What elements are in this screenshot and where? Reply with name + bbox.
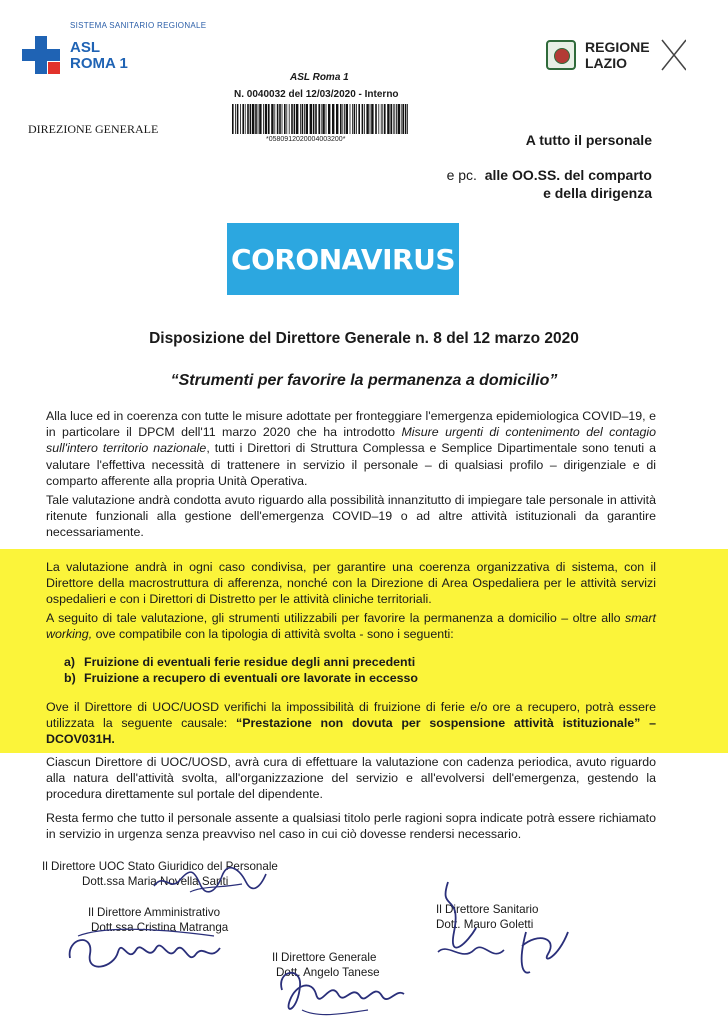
barcode-bar	[242, 104, 244, 134]
barcode-bar	[286, 104, 287, 134]
barcode-bar	[263, 104, 264, 134]
barcode-bar	[279, 104, 281, 134]
signature-giuridico: Il Direttore UOC Stato Giuridico del Personale Dott.ssa Maria Novella Santi	[42, 860, 278, 888]
cc-line1: alle OO.SS. del comparto	[484, 167, 652, 183]
barcode-bar	[382, 104, 383, 134]
regione-lazio-emblem	[546, 40, 576, 70]
paragraph-3: La valutazione andrà in ogni caso condivisa, per garantire una coerenza organizzativa di sistema, con il Direttore della macrostruttura di afferenza, nonché con la Direzione di Area Ospedaliera per le attività servizi ospedalieri e con i Direttori di Distretto per le attività cliniche territoriali.	[46, 560, 656, 607]
cc-line2: e della dirigenza	[543, 185, 652, 201]
regione-line1: REGIONE	[585, 39, 650, 55]
barcode-bar	[358, 104, 360, 134]
barcode-bar	[396, 104, 397, 134]
ssr-label: SISTEMA SANITARIO REGIONALE	[70, 21, 207, 30]
barcode-text: *0580912020004003200*	[266, 136, 346, 143]
barcode-bar	[268, 104, 270, 134]
paragraph-1: Alla luce ed in coerenza con tutte le misure adottate per fronteggiare l'emergenza epidemiologica COVID–19, e in particolare il DPCM dell'11 marzo 2020 che ha introdotto Misure urgenti di contenimento del contagio sull'intero territorio nazionale, tutti i Direttori di Struttura Complessa e Semplice Dipartimentale sono tenuti a valutare l'effettiva necessità di trattenere in servizio il personale – di qualsiasi profilo – dirigenziale e di comparto afferente alla propria Unità Operativa.	[46, 409, 657, 488]
barcode-bar	[342, 104, 343, 134]
list-item: b) Fruizione a recupero di eventuali ore lavorate in eccesso	[64, 671, 418, 685]
barcode-bar	[326, 104, 327, 134]
barcode-bar	[315, 104, 317, 134]
document-title: Disposizione del Direttore Generale n. 8 del 12 marzo 2020	[149, 330, 579, 347]
barcode-bar	[378, 104, 379, 134]
barcode-bar	[390, 104, 392, 134]
sender-office: DIREZIONE GENERALE	[28, 122, 159, 136]
paragraph-4: A seguito di tale valutazione, gli strumenti utilizzabili per favorire la permanenza a domicilio – oltre allo smart working, ove compatibile con la tipologia di attività svolta - sono i seguenti:	[46, 611, 656, 642]
regione-line2: LAZIO	[585, 55, 627, 71]
barcode-bar	[384, 104, 386, 134]
barcode-bar	[255, 104, 257, 134]
barcode-bar	[250, 104, 252, 134]
barcode-bar	[310, 104, 312, 134]
signature-generale: Il Direttore Generale Dott. Angelo Tanese	[272, 951, 380, 979]
barcode-bar	[371, 104, 373, 134]
barcode-bar	[237, 104, 239, 134]
barcode-bar	[296, 104, 298, 134]
barcode-bar	[344, 104, 345, 134]
barcode-bar	[370, 104, 371, 134]
barcode-bar	[393, 104, 394, 134]
barcode-bar	[354, 104, 356, 134]
barcode-bar	[277, 104, 279, 134]
barcode-bar	[247, 104, 249, 134]
barcode-bar	[356, 104, 357, 134]
recipient-cc	[447, 166, 652, 202]
barcode-bar	[375, 104, 377, 134]
barcode-bar	[346, 104, 348, 134]
barcode-bar	[322, 104, 324, 134]
barcode-bar	[340, 104, 342, 134]
barcode-bar	[274, 104, 275, 134]
barcode-bar	[289, 104, 290, 134]
paragraph-5: Ove il Direttore di UOC/UOSD verifichi la impossibilità di fruizione di ferie e/o ore a recupero, potrà essere utilizzata la seguente causale: “Prestazione non dovuta per sospensione attività istituzionale” – DCOV031H.	[46, 700, 657, 747]
barcode-bar	[245, 104, 246, 134]
barcode-bar	[405, 104, 407, 134]
barcode-bar	[235, 104, 236, 134]
handwritten-signature-goletti	[418, 872, 578, 982]
barcode-bar	[271, 104, 273, 134]
asl-logo-cross	[22, 36, 60, 74]
barcode-bar	[240, 104, 241, 134]
barcode-bar	[259, 104, 261, 134]
barcode-bar	[258, 104, 259, 134]
barcode-bar	[407, 104, 408, 134]
barcode-bar	[300, 104, 301, 134]
barcode-bar	[387, 104, 389, 134]
barcode-bar	[321, 104, 322, 134]
handwritten-signature-matranga	[64, 918, 234, 982]
barcode-bar	[394, 104, 395, 134]
barcode-bar	[401, 104, 402, 134]
paragraph-2: Tale valutazione andrà condotta avuto riguardo alla possibilità innanzitutto di impiegare tale personale in attività ritenute funzionali alla gestione dell'emergenza COVID–19 o ad altre attività istituzionali da garantire necessariamente.	[46, 493, 656, 540]
barcode-bar	[350, 104, 351, 134]
barcode-bar	[318, 104, 320, 134]
paragraph-6: Ciascun Direttore di UOC/UOSD, avrà cura di effettuare la valutazione con cadenza periodica, avuto riguardo alla natura dell'attività svolta, all'organizzazione del servizio e all'evolversi dell'emergenza, gestendo la procedura direttamente sul portale del dipendente.	[46, 755, 656, 802]
document-subtitle: “Strumenti per favorire la permanenza a domicilio”	[170, 372, 558, 389]
barcode-bar	[328, 104, 330, 134]
barcode-bar	[362, 104, 364, 134]
list-item: a) Fruizione di eventuali ferie residue degli anni precedenti	[64, 655, 416, 669]
handwritten-signature-tanese	[272, 960, 412, 1024]
asl-name	[70, 40, 128, 72]
paragraph-7: Resta fermo che tutto il personale assente a qualsiasi titolo perle ragioni sopra indicate potrà essere richiamato in servizio in urgenza senza preavviso nel caso in cui ciò dovesse rendersi necessario.	[46, 811, 656, 842]
coronavirus-banner: CORONAVIRUS	[227, 223, 459, 295]
barcode-bar	[366, 104, 368, 134]
asl-name-line1: ASL	[70, 39, 100, 56]
protocol-number: N. 0040032 del 12/03/2020 - Interno	[234, 89, 399, 100]
barcode-bar	[364, 104, 365, 134]
barcode-bar	[352, 104, 353, 134]
barcode-bar	[332, 104, 334, 134]
barcode-bar	[313, 104, 315, 134]
barcode-bar	[402, 104, 404, 134]
signature-amministrativo: Il Direttore Amministrativo Dott.ssa Cristina Matranga	[88, 906, 229, 934]
cc-prefix: e pc.	[446, 167, 477, 183]
asl-name-line2: ROMA 1	[70, 55, 128, 72]
barcode-bar	[284, 104, 286, 134]
regione-lazio-name	[585, 39, 650, 71]
signature-sanitario: Il Direttore Sanitario Dott. Mauro Goletti	[436, 903, 539, 931]
regione-chevron-icon	[660, 38, 686, 72]
handwritten-signature-santi	[150, 862, 270, 900]
barcode-bar	[302, 104, 304, 134]
protocol-office: ASL Roma 1	[290, 72, 349, 83]
barcode-bar	[304, 104, 305, 134]
barcode-bar	[265, 104, 267, 134]
barcode-bar	[252, 104, 254, 134]
barcode-bar	[336, 104, 338, 134]
barcode-bar	[232, 104, 234, 134]
recipient-main: A tutto il personale	[525, 132, 652, 148]
barcode-bar	[398, 104, 400, 134]
barcode-bar	[291, 104, 293, 134]
barcode-bar	[306, 104, 308, 134]
barcode	[232, 104, 408, 134]
barcode-bar	[381, 104, 382, 134]
barcode-bar	[294, 104, 296, 134]
barcode-bar	[282, 104, 283, 134]
